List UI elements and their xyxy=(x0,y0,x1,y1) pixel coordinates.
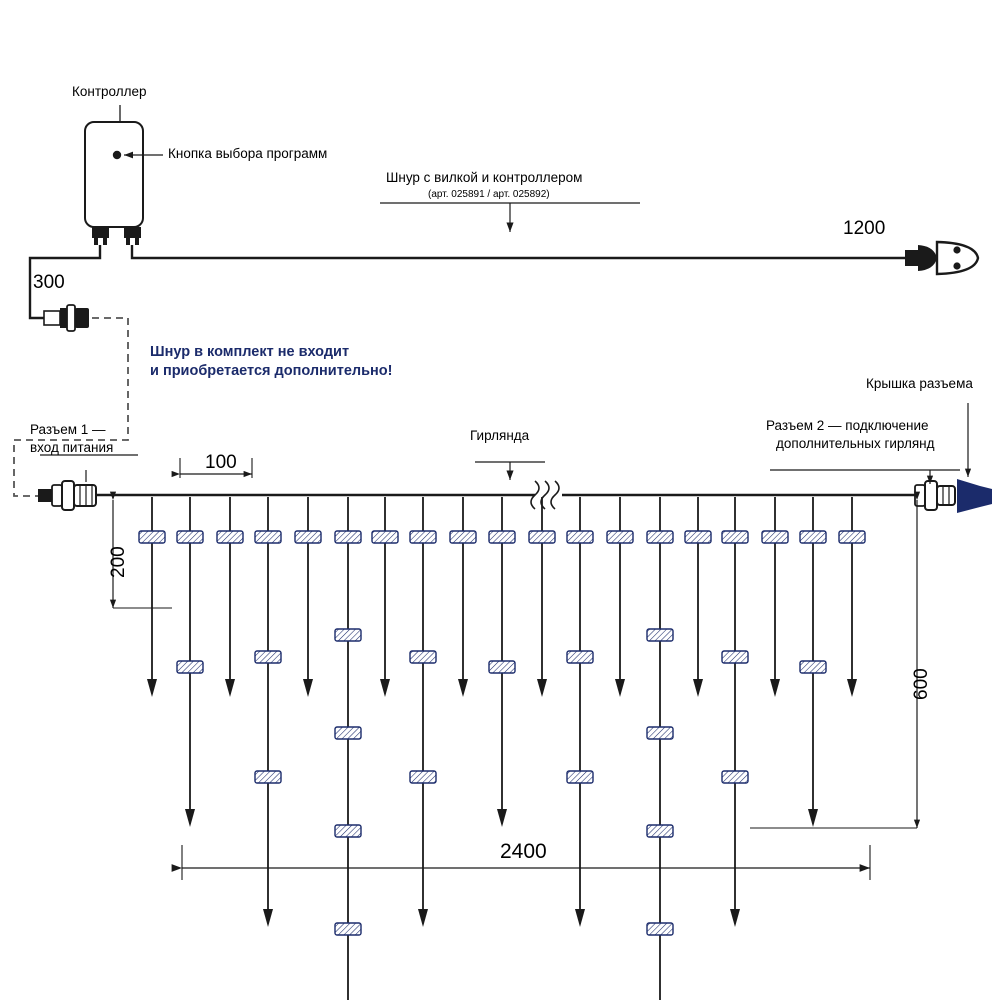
label-garland: Гирлянда xyxy=(470,428,530,443)
garland-strand xyxy=(567,497,593,927)
led-bulb xyxy=(335,825,361,837)
led-bulb xyxy=(839,531,865,543)
garland-strand xyxy=(647,497,673,1000)
led-bulb xyxy=(335,531,361,543)
garland-strand xyxy=(450,497,476,697)
led-bulb xyxy=(450,531,476,543)
garland-strand xyxy=(255,497,281,927)
led-bulb xyxy=(217,531,243,543)
garland-strand xyxy=(489,497,515,827)
garland-strand xyxy=(335,497,361,1000)
dim-plug-cord: 1200 xyxy=(843,218,886,239)
label-controller: Контроллер xyxy=(72,84,147,99)
garland-strand xyxy=(139,497,165,697)
led-bulb xyxy=(647,629,673,641)
led-bulb xyxy=(410,771,436,783)
led-bulb xyxy=(410,531,436,543)
label-connector-cap: Крышка разъема xyxy=(866,376,973,391)
garland-strand xyxy=(685,497,711,697)
led-bulb xyxy=(177,531,203,543)
led-bulb xyxy=(177,661,203,673)
led-bulb xyxy=(607,531,633,543)
label-connector1-line1: Разъем 1 — xyxy=(30,422,106,437)
dim-controller-drop: 300 xyxy=(33,272,65,293)
led-bulb xyxy=(722,651,748,663)
led-bulb xyxy=(255,651,281,663)
garland-strand xyxy=(839,497,865,697)
led-bulb xyxy=(647,531,673,543)
label-program-button: Кнопка выбора программ xyxy=(168,146,328,161)
garland-strand xyxy=(410,497,436,927)
garland-strand xyxy=(762,497,788,697)
led-bulb xyxy=(762,531,788,543)
label-connector2-line2: дополнительных гирлянд xyxy=(776,436,935,451)
garland-strand xyxy=(529,497,555,697)
dim-total-width: 2400 xyxy=(500,840,547,863)
led-bulb xyxy=(722,531,748,543)
label-warning-line2: и приобретается дополнительно! xyxy=(150,363,393,379)
garland-strand xyxy=(607,497,633,697)
label-connector1-line2: вход питания xyxy=(30,440,114,455)
dim-first-drop: 200 xyxy=(108,546,129,578)
led-bulb xyxy=(489,531,515,543)
led-bulb xyxy=(647,727,673,739)
led-bulb xyxy=(255,771,281,783)
label-cord-with-plug: Шнур с вилкой и контроллером xyxy=(386,170,583,185)
led-bulb xyxy=(685,531,711,543)
dim-spacing: 100 xyxy=(205,452,237,473)
led-bulb xyxy=(529,531,555,543)
label-warning-line1: Шнур в комплект не входит xyxy=(150,344,350,360)
led-bulb xyxy=(489,661,515,673)
led-bulb xyxy=(722,771,748,783)
led-bulb xyxy=(255,531,281,543)
garland-strand xyxy=(722,497,748,927)
led-bulb xyxy=(567,531,593,543)
led-bulb xyxy=(647,825,673,837)
led-bulb xyxy=(335,629,361,641)
label-cord-article: (арт. 025891 / арт. 025892) xyxy=(428,189,550,200)
led-bulb xyxy=(567,771,593,783)
led-bulb xyxy=(410,651,436,663)
label-connector2-line1: Разъем 2 — подключение xyxy=(766,418,929,433)
led-bulb xyxy=(295,531,321,543)
garland-strand xyxy=(217,497,243,697)
garland-strand xyxy=(295,497,321,697)
led-bulb xyxy=(800,531,826,543)
led-bulb xyxy=(800,661,826,673)
dim-max-drop: 600 xyxy=(911,668,932,700)
led-bulb xyxy=(647,923,673,935)
led-bulb xyxy=(567,651,593,663)
led-bulb xyxy=(335,923,361,935)
led-bulb xyxy=(335,727,361,739)
garland-strand xyxy=(177,497,203,827)
garland-strand xyxy=(372,497,398,697)
led-bulb xyxy=(372,531,398,543)
garland-strand xyxy=(800,497,826,827)
led-bulb xyxy=(139,531,165,543)
